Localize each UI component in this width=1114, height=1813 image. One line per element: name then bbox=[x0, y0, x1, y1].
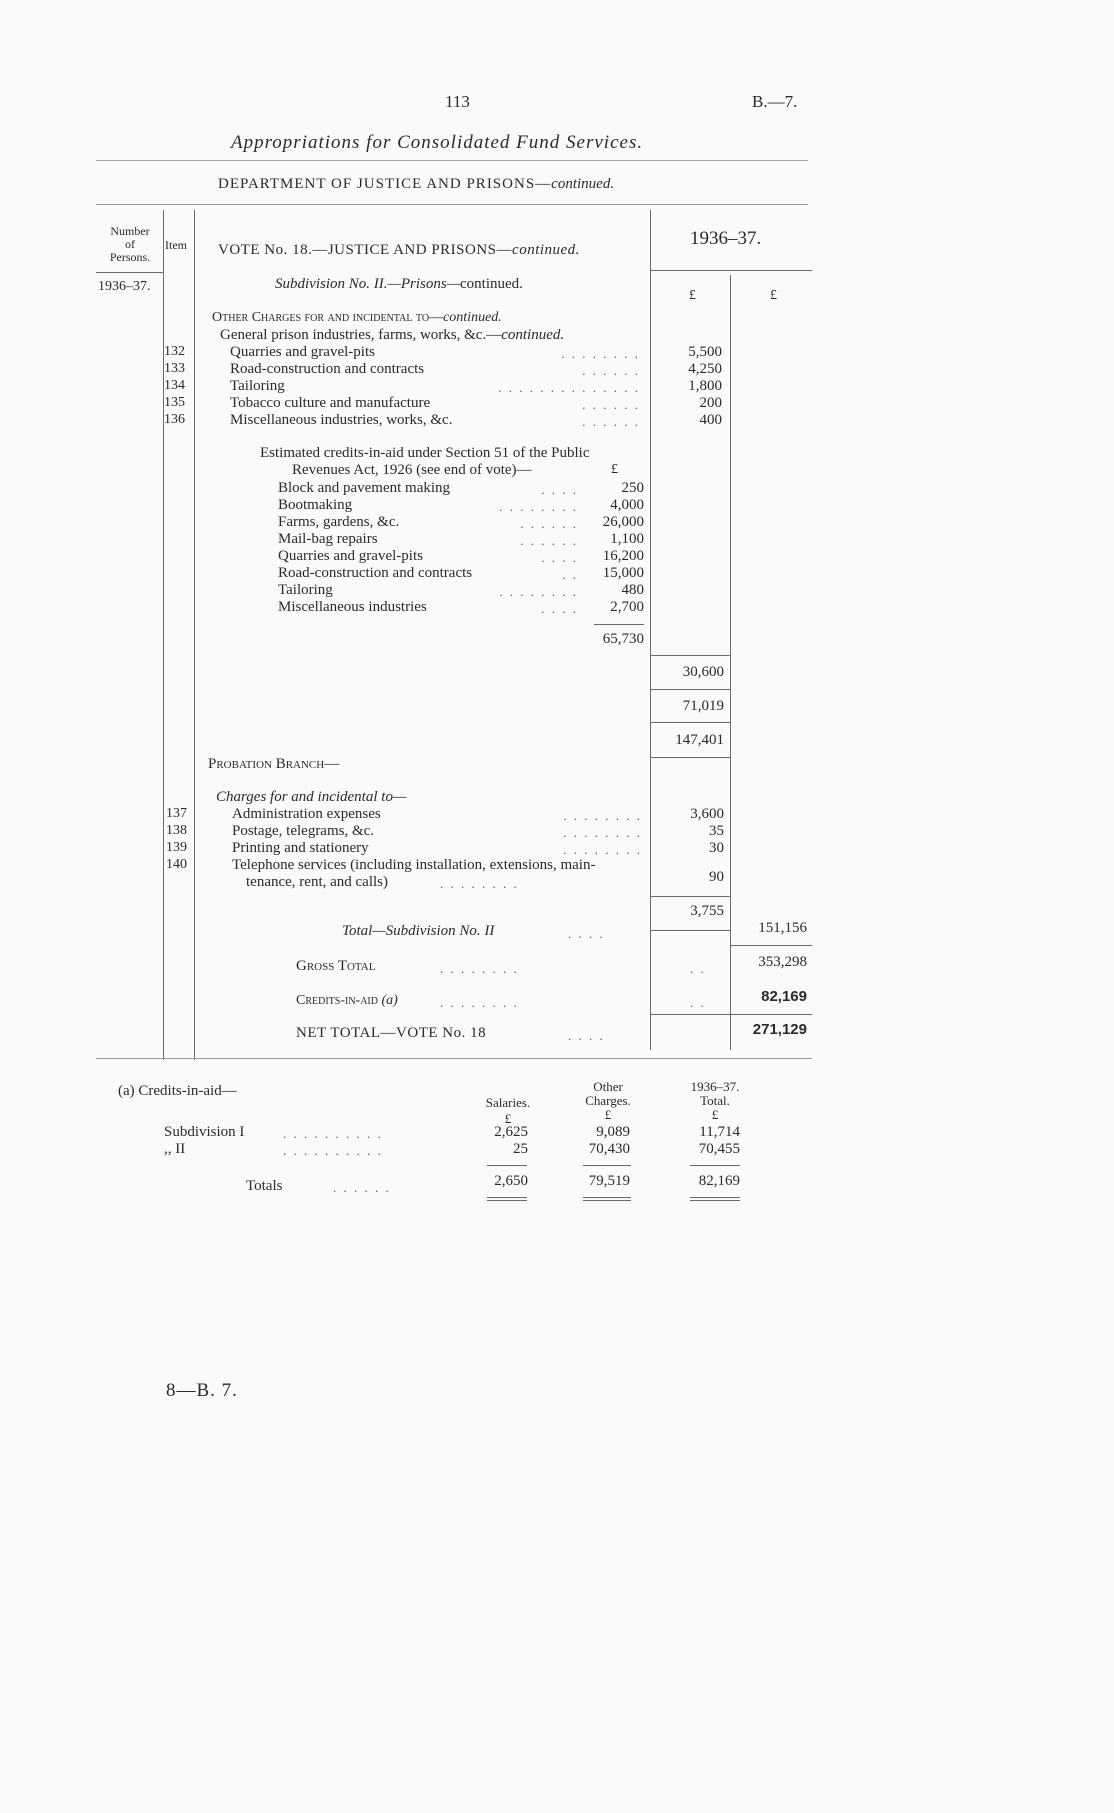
credit-label: Block and pavement making bbox=[278, 480, 451, 496]
footnote-totals-salaries: 2,650 bbox=[494, 1173, 528, 1189]
subtotal-rule-3 bbox=[650, 722, 730, 723]
footnote-sum-rule-1 bbox=[487, 1165, 527, 1166]
probation-subtotal: 3,755 bbox=[690, 903, 724, 919]
subdivision-heading: Subdivision No. II.—Prisons—continued. bbox=[275, 276, 523, 292]
persons-header-rule bbox=[96, 272, 164, 273]
leader-dots: . . bbox=[562, 567, 578, 582]
footnote-salaries: 25 bbox=[513, 1141, 528, 1157]
subtotal-rule-1 bbox=[650, 655, 730, 656]
probation-sum-rule bbox=[650, 896, 730, 897]
item-number: 138 bbox=[166, 823, 187, 838]
footnote-row-label: Subdivision I bbox=[164, 1124, 245, 1140]
footnote-sum-rule-2 bbox=[583, 1165, 631, 1166]
leader-dots: . . . . . . . . bbox=[563, 808, 642, 823]
item-number: 140 bbox=[166, 857, 187, 872]
footnote-salaries: 2,625 bbox=[494, 1124, 528, 1140]
credit-amount: 16,200 bbox=[602, 548, 644, 564]
credit-label: Quarries and gravel-pits bbox=[278, 548, 423, 564]
leader-dots: . . . . . . . . . . . . . . bbox=[498, 380, 640, 395]
charge-amount: 200 bbox=[699, 395, 722, 411]
credits-intro-line1: Estimated credits-in-aid under Section 51 of the Public bbox=[260, 445, 590, 461]
footnote-col-total: 1936–37. Total. £ bbox=[690, 1079, 740, 1122]
charge-label: Postage, telegrams, &c. bbox=[232, 823, 375, 839]
charge-amount: 5,500 bbox=[688, 344, 722, 360]
persons-column-header: Number of Persons. bbox=[109, 224, 151, 264]
subtotal-147401: 147,401 bbox=[675, 732, 724, 748]
persons-column-rule bbox=[163, 210, 164, 1060]
footnote-totals-other: 79,519 bbox=[588, 1173, 630, 1189]
leader-dots: . . . . . . . . bbox=[563, 825, 642, 840]
subtotal-rule-2 bbox=[650, 689, 730, 690]
page-number: 113 bbox=[445, 92, 470, 111]
page-signature: 8—B. 7. bbox=[166, 1380, 238, 1401]
item-number: 139 bbox=[166, 840, 187, 855]
charge-label: Telephone services (including installation, extensions, main- bbox=[232, 857, 596, 873]
charge-label: Administration expenses bbox=[232, 806, 381, 822]
footnote-totals-dots: . . . . . . bbox=[333, 1180, 391, 1195]
industries-subheading: General prison industries, farms, works, &c.—continued. bbox=[220, 327, 565, 343]
vote-title: VOTE No. 18.—JUSTICE AND PRISONS—continued. bbox=[218, 242, 580, 258]
charge-label: Miscellaneous industries, works, &c. bbox=[230, 412, 453, 428]
charge-label: Printing and stationery bbox=[232, 840, 369, 856]
persons-year: 1936–37. bbox=[98, 279, 151, 294]
footnote-total: 70,455 bbox=[698, 1141, 740, 1157]
item-number: 133 bbox=[164, 361, 185, 376]
credit-amount: 15,000 bbox=[602, 565, 644, 581]
credit-label: Tailoring bbox=[278, 582, 333, 598]
leader-dots: . . . . . . bbox=[520, 533, 578, 548]
credit-label: Bootmaking bbox=[278, 497, 353, 513]
gross-total-col-dots: . . bbox=[690, 961, 706, 976]
charge-amount: 3,600 bbox=[690, 806, 724, 822]
credit-amount: 26,000 bbox=[602, 514, 644, 530]
net-total-amount: 271,129 bbox=[752, 1021, 807, 1038]
department-heading: DEPARTMENT OF JUSTICE AND PRISONS—continued. bbox=[218, 176, 615, 192]
credits-pound-sign: £ bbox=[611, 462, 618, 477]
charge-amount: 4,250 bbox=[688, 361, 722, 377]
item-number: 132 bbox=[164, 344, 185, 359]
footnote-other: 9,089 bbox=[596, 1124, 630, 1140]
footnote-sum-rule-3 bbox=[690, 1165, 740, 1166]
charge-amount: 30 bbox=[709, 840, 724, 856]
leader-dots: . . . . . . . . bbox=[499, 499, 578, 514]
leader-dots: . . . . bbox=[541, 601, 578, 616]
department-rule bbox=[96, 204, 808, 205]
credits-sum-rule bbox=[594, 624, 644, 625]
leader-dots: . . . . bbox=[541, 550, 578, 565]
table-bottom-rule bbox=[96, 1058, 812, 1059]
leader-dots: . . . . . . . . bbox=[499, 584, 578, 599]
item140-line2: tenance, rent, and calls) bbox=[246, 874, 389, 890]
charge-amount: 1,800 bbox=[688, 378, 722, 394]
charge-label: Road-construction and contracts bbox=[230, 361, 425, 377]
credits-in-aid-col-dots: . . bbox=[690, 995, 706, 1010]
item-number: 137 bbox=[166, 806, 187, 821]
item-number: 136 bbox=[164, 412, 185, 427]
credits-total: 65,730 bbox=[602, 631, 644, 647]
other-charges-heading: Other Charges for and incidental to—continued. bbox=[212, 310, 502, 325]
footnote-double-rule-3a bbox=[690, 1197, 740, 1198]
document-reference: B.—7. bbox=[752, 92, 798, 111]
credit-label: Miscellaneous industries bbox=[278, 599, 427, 615]
gross-total-label: Gross Total bbox=[296, 958, 376, 974]
charge-label: Quarries and gravel-pits bbox=[230, 344, 375, 360]
leader-dots: . . . . . . bbox=[582, 363, 640, 378]
item-number: 134 bbox=[164, 378, 185, 393]
pound-sign-col2: £ bbox=[770, 288, 777, 303]
net-total-dots: . . . . bbox=[568, 1028, 605, 1043]
footnote-col-other: Other Charges. £ bbox=[585, 1079, 631, 1122]
charge-amount: 400 bbox=[699, 412, 722, 428]
leader-dots: . . . . . . bbox=[582, 397, 640, 412]
charge-label: Tobacco culture and manufacture bbox=[230, 395, 431, 411]
footnote-double-rule-3b bbox=[690, 1200, 740, 1201]
leader-dots: . . . . . . . . bbox=[563, 842, 642, 857]
credits-in-aid-amount: 82,169 bbox=[761, 988, 807, 1005]
leader-dots: . . . . . . . . bbox=[561, 346, 640, 361]
item140-dots: . . . . . . . . bbox=[440, 876, 519, 891]
subtotal-30600: 30,600 bbox=[682, 664, 724, 680]
pound-sign-col1: £ bbox=[689, 288, 696, 303]
credits-intro-line2: Revenues Act, 1926 (see end of vote)— bbox=[292, 462, 532, 478]
amount-column-rule-2 bbox=[730, 275, 731, 1050]
total-subdivision-rule bbox=[730, 945, 812, 946]
gross-total-amount: 353,298 bbox=[758, 954, 807, 970]
total-subdivision-amount: 151,156 bbox=[758, 920, 807, 936]
credit-amount: 480 bbox=[621, 582, 644, 598]
credit-amount: 250 bbox=[621, 480, 644, 496]
leader-dots: . . . . . . bbox=[520, 516, 578, 531]
net-total-label: NET TOTAL—VOTE No. 18 bbox=[296, 1025, 487, 1041]
credits-in-aid-label: Credits-in-aid (a) bbox=[296, 993, 398, 1008]
item-column-header: Item bbox=[165, 238, 187, 252]
credit-amount: 1,100 bbox=[610, 531, 644, 547]
credits-in-aid-rule bbox=[650, 1014, 812, 1015]
total-subdivision-dots: . . . . bbox=[568, 926, 605, 941]
footnote-other: 70,430 bbox=[588, 1141, 630, 1157]
probation-end-rule bbox=[650, 930, 730, 931]
amount-column-rule-1 bbox=[650, 210, 651, 1050]
total-subdivision-label: Total—Subdivision No. II bbox=[342, 923, 495, 939]
leader-dots: . . . . bbox=[541, 482, 578, 497]
gross-total-dots: . . . . . . . . bbox=[440, 961, 519, 976]
footnote-row-label: ,, II bbox=[164, 1141, 186, 1157]
item-column-rule bbox=[194, 210, 195, 1060]
credits-in-aid-dots: . . . . . . . . bbox=[440, 995, 519, 1010]
charge-amount: 35 bbox=[709, 823, 724, 839]
subtotal-71019: 71,019 bbox=[682, 698, 724, 714]
footnote-totals-label: Totals bbox=[246, 1178, 283, 1194]
credit-amount: 4,000 bbox=[610, 497, 644, 513]
title-rule bbox=[96, 160, 808, 161]
item-number: 135 bbox=[164, 395, 185, 410]
leader-dots: . . . . . . . . . . bbox=[283, 1143, 383, 1158]
footnote-double-rule-2a bbox=[583, 1197, 631, 1198]
probation-subheading: Charges for and incidental to— bbox=[216, 789, 407, 805]
leader-dots: . . . . . . bbox=[582, 414, 640, 429]
item140-amount: 90 bbox=[709, 869, 724, 885]
footnote-double-rule-1a bbox=[487, 1197, 527, 1198]
footnote-totals-total: 82,169 bbox=[698, 1173, 740, 1189]
footnote-col-salaries: Salaries. £ bbox=[485, 1095, 531, 1126]
subtotal-rule-4 bbox=[650, 757, 730, 758]
page-title: Appropriations for Consolidated Fund Services. bbox=[231, 132, 644, 153]
footnote-title: (a) Credits-in-aid— bbox=[118, 1083, 237, 1099]
leader-dots: . . . . . . . . . . bbox=[283, 1126, 383, 1141]
footnote-double-rule-2b bbox=[583, 1200, 631, 1201]
credit-label: Road-construction and contracts bbox=[278, 565, 473, 581]
footnote-double-rule-1b bbox=[487, 1200, 527, 1201]
year-header-rule bbox=[650, 270, 812, 271]
probation-heading: Probation Branch— bbox=[208, 756, 340, 772]
credit-label: Mail-bag repairs bbox=[278, 531, 378, 547]
credit-label: Farms, gardens, &c. bbox=[278, 514, 400, 530]
charge-label: Tailoring bbox=[230, 378, 285, 394]
credit-amount: 2,700 bbox=[610, 599, 644, 615]
footnote-total: 11,714 bbox=[699, 1124, 740, 1140]
year-column-header: 1936–37. bbox=[690, 228, 762, 249]
